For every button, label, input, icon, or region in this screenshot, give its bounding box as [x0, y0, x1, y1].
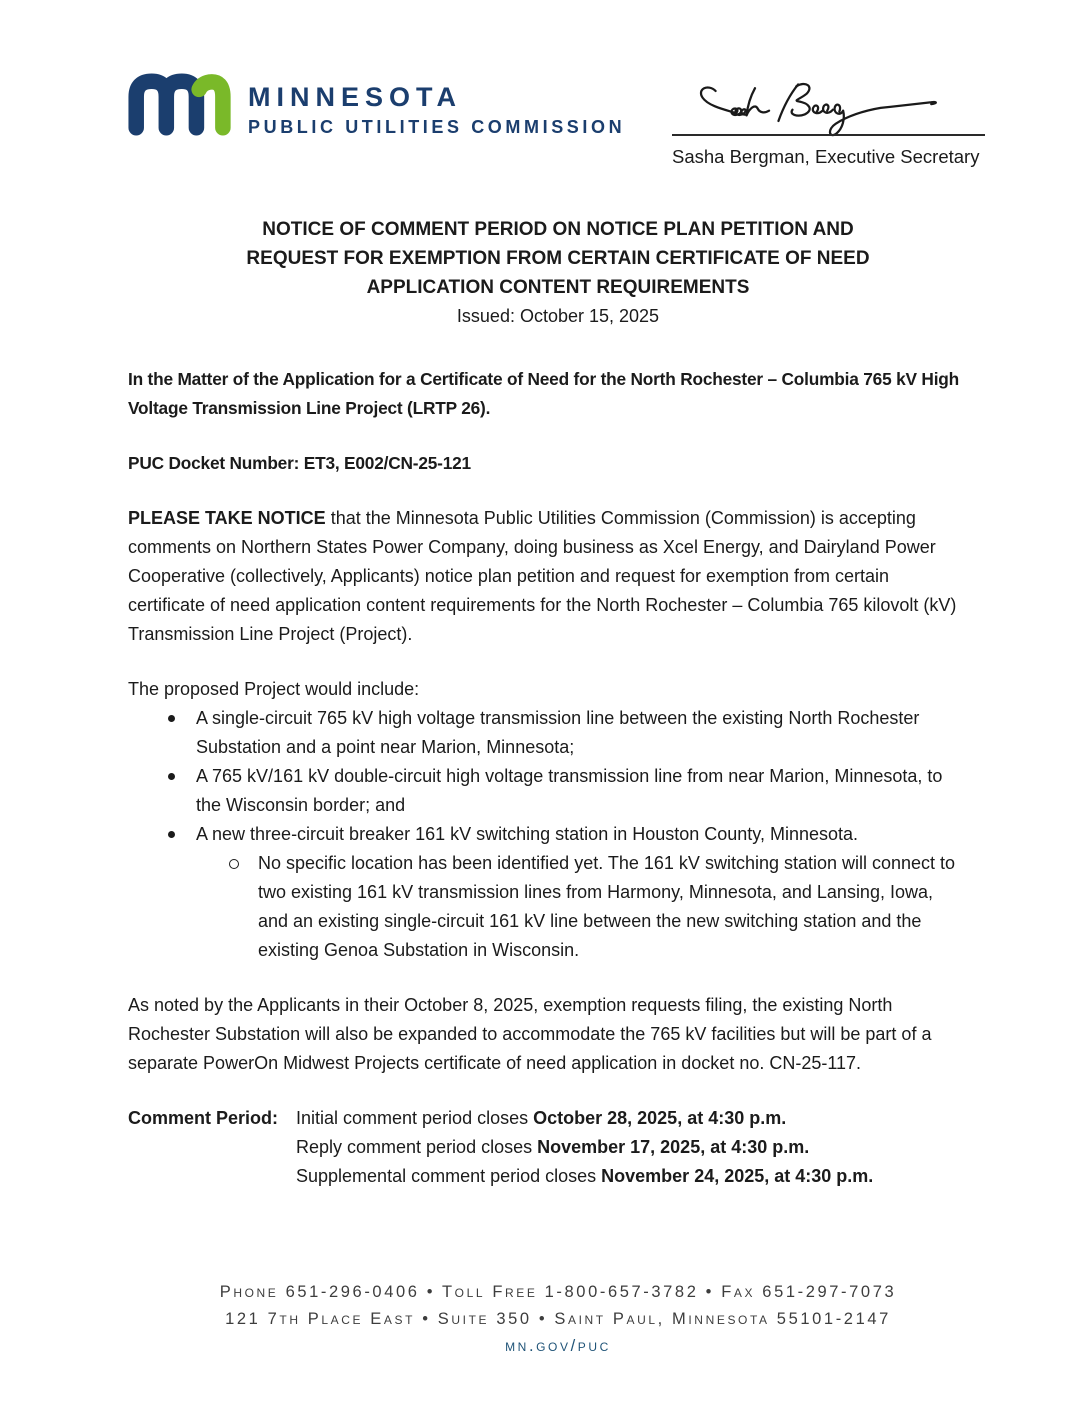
comment-period-line-supplemental: Supplemental comment period closes November 24, 2025, at 4:30 p.m.: [296, 1166, 874, 1186]
please-take-notice-paragraph: [128, 504, 964, 649]
title-line-1: NOTICE OF COMMENT PERIOD ON NOTICE PLAN PETITION AND: [262, 219, 854, 240]
document-header: [128, 72, 988, 171]
title-line-2: REQUEST FOR EXEMPTION FROM CERTAIN CERTIFICATE OF NEED: [246, 248, 870, 269]
comment-period-line-reply: Reply comment period closes November 17, 2025, at 4:30 p.m.: [296, 1137, 810, 1157]
project-bullet-list: [128, 704, 964, 965]
footer-website-link[interactable]: mn.gov/puc: [505, 1337, 611, 1355]
in-the-matter-paragraph: In the Matter of the Application for a Certificate of Need for the North Rochester – Columbia 765 kV High Voltage Transmission Line Project (LRTP 26).: [128, 369, 960, 418]
comment-period-section: [128, 1104, 964, 1191]
signature-line: [672, 134, 985, 136]
bullet-item-3-text: A new three-circuit breaker 161 kV switching station in Houston County, Minnesota.: [196, 824, 859, 844]
sub-bullet-item: No specific location has been identified yet. The 161 kV switching station will connect to two existing 161 kV transmission lines from Harmony, Minnesota, and Lansing, Iowa, and an existing single-circuit 161 kV line between the new switching station and the existing Genoa Substation in Wisconsin.: [196, 849, 964, 965]
logo-wordmark: [248, 80, 625, 140]
docket-number-line: PUC Docket Number: ET3, E002/CN-25-121: [128, 453, 471, 473]
comment-period-lines: [296, 1104, 964, 1191]
document-footer: [128, 1279, 988, 1360]
bullet-item-3: [128, 820, 964, 965]
document-body: [128, 331, 964, 1191]
issued-date: Issued: October 15, 2025: [456, 306, 660, 326]
comment-period-line-initial: Initial comment period closes October 28, 2025, at 4:30 p.m.: [296, 1108, 787, 1128]
signature-block: [672, 72, 988, 171]
footer-phone-line: Phone 651-296-0406 • Toll Free 1-800-657-3782 • Fax 651-297-7073: [219, 1283, 897, 1301]
bullet-item-1: A single-circuit 765 kV high voltage transmission line between the existing North Rochester Substation and a point near Marion, Minnesota;: [128, 704, 964, 762]
logo-agency-name: PUBLIC UTILITIES COMMISSION: [248, 117, 626, 137]
reply-close-date: November 17, 2025, at 4:30 p.m.: [537, 1137, 810, 1157]
bullet-item-2: A 765 kV/161 kV double-circuit high voltage transmission line from near Marion, Minnesota, to the Wisconsin border; and: [128, 762, 964, 820]
sub-bullet-list: [196, 849, 964, 965]
initial-close-date: October 28, 2025, at 4:30 p.m.: [533, 1108, 787, 1128]
signatory-name-title: Sasha Bergman, Executive Secretary: [672, 146, 980, 167]
mn-puc-logo: [128, 72, 625, 140]
logo-state-name: MINNESOTA: [248, 82, 462, 112]
footer-address-line: 121 7th Place East • Suite 350 • Saint Paul, Minnesota 55101-2147: [225, 1310, 891, 1328]
mn-state-logo-icon: [128, 72, 232, 136]
title-line-3: APPLICATION CONTENT REQUIREMENTS: [366, 277, 750, 298]
notice-title: [128, 215, 988, 331]
as-noted-paragraph: As noted by the Applicants in their October 8, 2025, exemption requests filing, the existing North Rochester Substation will also be expanded to accommodate the 765 kV facilities but will be part of a separate PowerOn Midwest Projects certificate of need application in docket no. CN-25-117.: [128, 995, 932, 1073]
please-take-notice-lead: PLEASE TAKE NOTICE: [128, 508, 326, 528]
signature-image: [680, 72, 980, 140]
comment-period-label: Comment Period:: [128, 1108, 279, 1128]
supplemental-close-date: November 24, 2025, at 4:30 p.m.: [601, 1166, 874, 1186]
please-take-notice-body: that the Minnesota Public Utilities Commission (Commission) is accepting comments on Northern States Power Company, doing business as Xcel Energy, and Dairyland Power Cooperative (collectively, Applicants) notice plan petition and request for exemption from certain certificate of need application content requirements for the North Rochester – Columbia 765 kilovolt (kV) Transmission Line Project (Project).: [128, 508, 957, 644]
project-intro-line: The proposed Project would include:: [128, 679, 420, 699]
